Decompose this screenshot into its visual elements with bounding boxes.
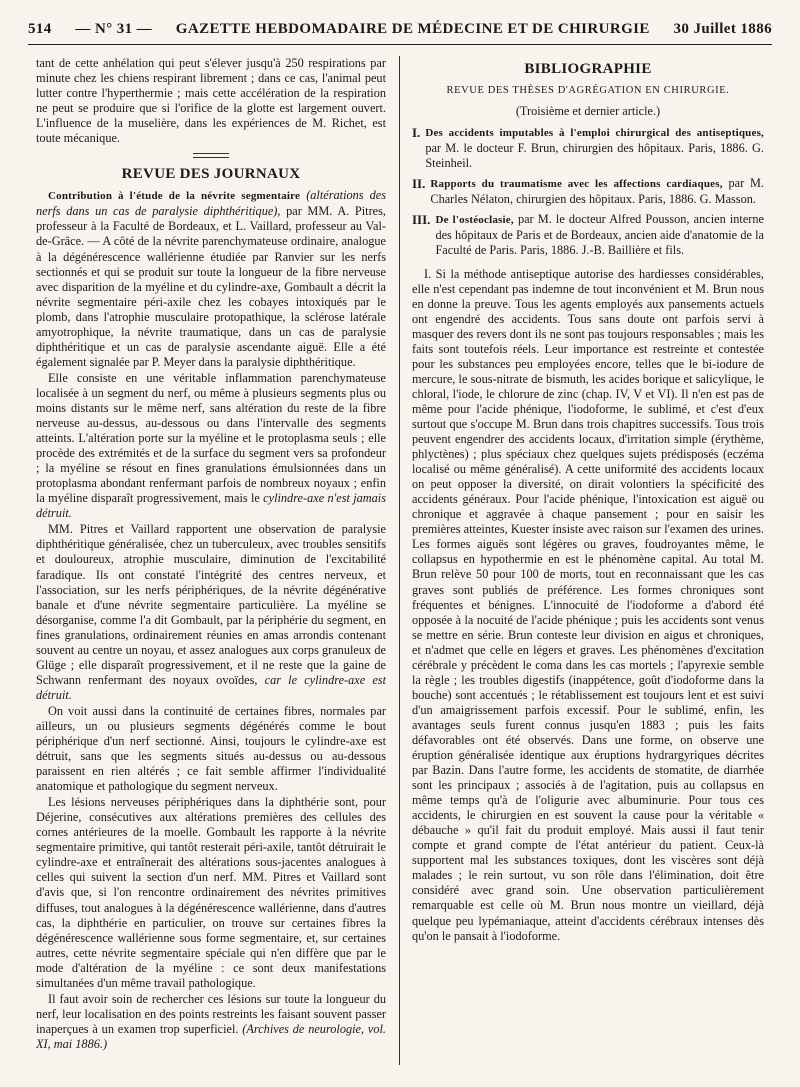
paragraph-4: On voit aussi dans la continuité de certaines fibres, normales par ailleurs, un ou plusieurs segments dégénérés comme le bout périphérique d'un nerf sectionné. Ainsi, toujours le cylindre-axe est détruit, sans que les segments situés au-dessus ou au-dessous paraissent en rien altérés ; ce fait semble affirmer l'individualité anatomique et pathologique du segment nerveux. <box>36 703 386 794</box>
bib-entry <box>412 125 764 171</box>
bib-entry-text <box>435 212 764 258</box>
section-separator <box>193 153 229 158</box>
issue-number: — N° 31 — <box>75 20 153 37</box>
bibliographie-subtitle: REVUE DES THÈSES D'AGRÉGATION EN CHIRURGIE. <box>446 85 730 97</box>
column-rule <box>399 56 400 1065</box>
bib-entry <box>412 212 764 258</box>
bib-entry-number: I. <box>412 125 421 141</box>
section-title-revue: REVUE DES JOURNAUX <box>121 166 301 183</box>
paragraph-3-italic: car le cylindre-axe est détruit. <box>36 672 386 702</box>
paragraph-2-italic: cylindre-axe n'est jamais détruit. <box>36 491 386 521</box>
page-number: 514 <box>28 20 52 37</box>
bib-entry-details: par M. le docteur Alfred Pousson, ancien interne des hôpitaux de Paris et de Bordeaux, ancien aide d'anatomie de la Faculté de Paris. Paris, 1886. J.-B. Baillière et fils. <box>435 212 764 258</box>
section-title-bibliographie: BIBLIOGRAPHIE <box>524 61 652 77</box>
left-column <box>36 56 386 1073</box>
bib-entry-details: par M. Charles Nélaton, chirurgien des hôpitaux. Paris, 1886. G. Masson. <box>430 176 764 207</box>
journal-title: GAZETTE HEBDOMADAIRE DE MÉDECINE ET DE CHIRURGIE <box>175 20 650 37</box>
issue-date: 30 Juillet 1886 <box>673 20 772 37</box>
continuation-paragraph: tant de cette anhélation qui peut s'élever jusqu'à 250 respirations par minute chez les chiens respirant librement ; dans ce cas, l'animal peut lutter contre l'hyperthermie ; mais cette accélération de la respiration ne peut se produire que si l'orifice de la glotte est largement ouvert. L'influence de la muselière, dans les expériences de M. Richet, est toute mécanique. <box>36 56 386 146</box>
bib-entry <box>412 176 764 207</box>
bib-entry-text <box>430 176 764 207</box>
bibliographie-subnote: (Troisième et dernier article.) <box>515 104 661 119</box>
bib-entry-number: III. <box>412 212 431 228</box>
paragraph-5: Les lésions nerveuses périphériques dans la diphthérie sont, pour Déjerine, consécutives aux altérations premières des cellules des cornes antérieures de la moelle. Gombault les rapporte à la névrite segmentaire primitive, qui tantôt resterait péri-axile, tantôt détruirait le cylindre-axe et entraînerait des altérations sous-jacentes analogues à celles qui suivent la section d'un nerf. MM. Pitres et Vaillard sont d'avis que, si l'on rencontre ordinairement des névrites primitives diffuses, tout analogues à la dégénérescence wallérienne, dans d'autres cas, la diphthérie en particulier, on trouve sur certaines fibres la dégénérescence wallérienne sous forme segmentaire, et, sur certaines autres, cette névrite segmentaire spéciale qui n'en diffère que par le mode d'altération de la myéline : ce sont deux manifestations simultanées d'un même travail pathologique. <box>36 795 386 990</box>
bib-entry-title: Rapports du traumatisme avec les affections cardiaques, <box>430 178 723 191</box>
article-intro-paragraph <box>36 188 386 370</box>
page-header <box>28 14 772 45</box>
paragraph-6 <box>36 992 386 1052</box>
paragraph-2-text: Elle consiste en une véritable inflammation parenchymateuse localisée à un segment du nerf, ou même à plusieurs segments plus ou moins distants sur le même nerf, sans altération du reste de la fibre nerveuse au-dessus, au-dessous ou dans l'intervalle des segments atteints. L'altération porte sur la myéline et le protoplasma seuls ; elle procède des extrémités et de la surface du segment vers sa profondeur ; la myéline se résout en fines granulations émulsionnées dans un protoplasma abondant renfermant parfois de nombreux noyaux ; enfin la myéline disparaît progressivement, mais le <box>36 370 386 506</box>
bib-entry-title: De l'ostéoclasie, <box>435 214 514 227</box>
paragraph-6-text: Il faut avoir soin de rechercher ces lésions sur toute la longueur du nerf, leur localisation en des points restreints les faisant souvent passer inaperçues à un examen trop superficiel. <box>36 991 386 1036</box>
paragraph-2 <box>36 371 386 521</box>
paragraph-3 <box>36 522 386 703</box>
article-intro: par MM. A. Pitres, professeur à la Faculté de Bordeaux, et L. Vaillard, professeur au Val-de-Grâce. — A côté de la névrite parenchymateuse ordinaire, analogue à la dégénérescence wallérienne étudiée par Ranvier sur les nerfs sectionnés et qui se produit sur toute la longueur de la fibre nerveuse avec disparition de la myéline et du cylindre-axe, Gombault a décrit la névrite segmentaire péri-axile chez les cobayes intoxiqués par le plomb, dans l'atrophie musculaire protopathique, la sclérose latérale amyotrophique, la névrite traumatique, dans un cas de paralysie diphthéritique et un cas de paralysie ascendante aiguë. Elle a été également signalée par P. Meyer dans la paralysie diphthéritique. <box>36 204 386 369</box>
citation: (Archives de neurologie, vol. XI, mai 1886.) <box>36 1021 386 1051</box>
bib-entry-title: Des accidents imputables à l'emploi chirurgical des antiseptiques, <box>425 127 764 140</box>
bibliographie-body: I. Si la méthode antiseptique autorise des hardiesses considérables, elle n'est cependant pas indemne de tout inconvénient et M. Brun nous en donne la preuve. Tous les agents employés aux pansements actuels ont engendré des accidents. Tous sans doute ont parfois servi à masquer des revers dont ils ne sont pas toujours responsables ; mais les faits sont toutefois réels. Leur importance est restreinte et contestée pour les substances peu employées encore, telles que le bi-iodure de mercure, le sous-nitrate de bismuth, les acides borique et salicylique, le chloral, l'iode, le chlorure de zinc (chap. IV, V et VI). Il n'en est pas de même pour l'acide phénique, l'iodoforme, le sublimé, et c'est d'eux surtout que s'occupe M. Brun dans trois chapitres successifs. Tous trois peuvent engendrer des accidents locaux, d'irritation simple (érythème, phlyctènes) ; plus spéciaux chez quelques sujets prédisposés (eczéma localisé ou même généralisé). A cette uniformité des accidents locaux on peut opposer la diversité, on dirait volontiers la spécificité des accidents généraux. Pour l'acide phénique, l'intoxication est aiguë ou chronique et aggravée à chaque pansement ; pour en saisir les premières atteintes, Kuester insiste avec raison sur l'examen des urines. Les formes aiguës sont légères ou graves, foudroyantes même, le collapsus en hypothermie en est le phénomène capital. Au total M. Brun relève 50 pour 100 de morts, tout en reconnaissant que les cas graves sont publiés de préférence. Les formes chroniques sont fréquentes et bénignes. L'innocuité de l'iodoforme a d'abord été opposée à la nocuité de l'acide phénique ; puis les accidents sont venus se mettre en série. Brun conteste leur division en aigus et chroniques, et n'admet que celle en légers et graves. Les phénomènes d'excitation cérébrale y précèdent le coma dans les cas mortels ; l'apyrexie semble la règle ; les troubles digestifs (inappétence, goût d'iodoforme dans la bouche) sont accentués ; le rétablissement est toujours lent et est suivi d'un amaigrissement parfois excessif. Pour le sublimé, enfin, les avantages seuls furent connus jusqu'en 1883 ; puis les faits défavorables ont été observés. Dans une forme, on observe une éruption généralisée identique aux éruptions hydrargyriques décrites par Bazin. Dans l'autre forme, les accidents de stomatite, de diarrhée sont les principaux ; associés à de l'agitation, puis au collapsus en même temps qu'à de l'oligurie avec albuminurie. Pour tous ces accidents, le chirurgien en est souvent la cause pour la véritable « débauche » qu'il fait du produit employé. Mais aussi il faut tenir compte et grand compte de l'état antérieur du patient. Ceux-là supportent mal les substances toxiques, dont les viscères sont déjà malades ; le rein surtout, vu son rôle dans l'élimination, doit être considéré avec grand soin. Une observation particulièrement remarquable est celle où M. Brun nous montre un vieillard, déjà quelque peu lypémaniaque, atteint d'accidents cérébraux intenses dès qu'on le pansait à l'iodoforme. <box>412 266 764 943</box>
article-lead-italic: (altérations des nerfs dans un cas de paralysie diphthéritique), <box>36 188 386 219</box>
bib-entry-details: par M. le docteur F. Brun, chirurgien des hôpitaux. Paris, 1886. G. Steinheil. <box>425 141 764 171</box>
bib-entry-text <box>425 125 764 171</box>
paragraph-3-text: MM. Pitres et Vaillard rapportent une observation de paralysie diphthéritique généralisée, chez un tuberculeux, avec troubles sensitifs et douloureux, atrophie musculaire, diminution de l'excitabilité faradique. Ils ont constaté l'intégrité des centres nerveux, et l'association, sur les nerfs périphériques, de la névrite dégénérative banale et d'une névrite segmentaire particulière. La myéline se désorganise, comme l'a dit Gombault, par la périphérie du segment, en fines granulations, ordinairement réunies en amas arrondis contenant souvent au centre un noyau, et assez analogues aux corps granuleux de Glüge ; elle disparaît progressivement, et il ne reste que la gaine de Schwann renfermant des noyaux ovoïdes, <box>36 522 386 687</box>
bib-entry-number: II. <box>412 176 426 192</box>
right-column <box>412 56 764 1073</box>
article-lead: Contribution à l'étude de la névrite segmentaire <box>48 190 301 203</box>
